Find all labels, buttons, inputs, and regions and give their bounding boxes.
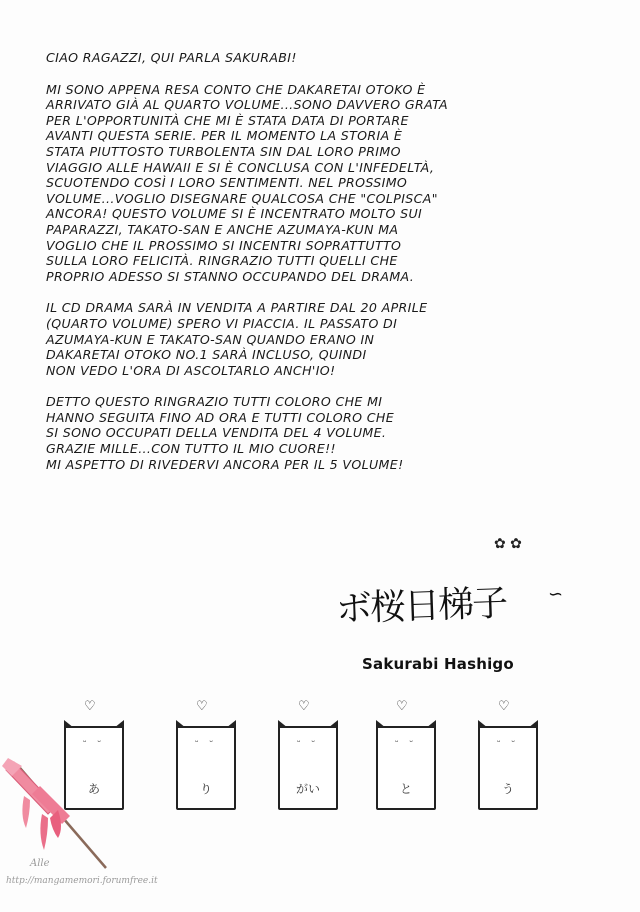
chibi-kana: あ	[87, 782, 100, 796]
pen-body	[2, 758, 70, 850]
heart-icon: ♡	[298, 699, 310, 714]
letter-line: VOGLIO CHE IL PROSSIMO SI INCENTRI SOPRATTUTTO	[46, 237, 402, 253]
ear-icon	[478, 720, 488, 728]
letter-line: GRAZIE MILLE...CON TUTTO IL MIO CUORE!!	[46, 441, 336, 457]
letter-line: CIAO RAGAZZI, QUI PARLA SAKURABI!	[46, 50, 297, 65]
ear-icon	[328, 720, 338, 728]
letter-line: ANCORA! QUESTO VOLUME SI È INCENTRATO MOLTO SUI	[46, 206, 423, 222]
letter-line: SCUOTENDO COSÌ I LORO SENTIMENTI. NEL PROSSIMO	[46, 175, 408, 191]
ear-icon	[64, 720, 74, 728]
letter-line: VOLUME...VOGLIO DISEGNARE QUALCOSA CHE "COLPISCA"	[46, 190, 438, 206]
ear-icon	[114, 720, 124, 728]
chibi-body	[376, 726, 436, 810]
letter-line: VIAGGIO ALLE HAWAII E SI È CONCLUSA CON L'INFEDELTÀ,	[46, 159, 435, 175]
chibi-character	[372, 700, 436, 812]
letter-line: STATA PIUTTOSTO TURBOLENTA SIN DAL LORO PRIMO	[46, 143, 401, 159]
chibi-face: ᵕ ᵕ	[296, 738, 320, 748]
letter-line: ARRIVATO GIÀ AL QUARTO VOLUME...SONO DAVVERO GRATA	[46, 97, 448, 113]
letter-line: PER L'OPPORTUNITÀ CHE MI È STATA DATA DI PORTARE	[46, 112, 409, 128]
signature-flourish-icon: ∽	[548, 584, 564, 605]
ear-icon	[278, 720, 288, 728]
ear-icon	[528, 720, 538, 728]
signature-name: Sakurabi Hashigo	[362, 655, 514, 673]
heart-icon: ♡	[84, 699, 96, 714]
chibi-face: ᵕ ᵕ	[82, 738, 106, 748]
letter-line: DETTO QUESTO RINGRAZIO TUTTI COLORO CHE MI	[46, 394, 383, 410]
ear-icon	[176, 720, 186, 728]
chibi-face: ᵕ ᵕ	[194, 738, 218, 748]
letter-line: SI SONO OCCUPATI DELLA VENDITA DEL 4 VOLUME.	[46, 425, 387, 441]
chibi-body	[176, 726, 236, 810]
chibi-body	[478, 726, 538, 810]
letter-line: PROPRIO ADESSO SI STANNO OCCUPANDO DEL DRAMA.	[46, 268, 415, 284]
signature-japanese: ボ桜日梯子	[335, 583, 507, 630]
heart-icon: ♡	[196, 699, 208, 714]
ear-icon	[376, 720, 386, 728]
letter-body	[46, 50, 606, 488]
letter-line: IL CD DRAMA SARÀ IN VENDITA A PARTIRE DAL 20 APRILE	[46, 300, 428, 316]
heart-icon: ♡	[498, 699, 510, 714]
pink-pen-icon	[0, 756, 130, 876]
letter-line: SULLA LORO FELICITÀ. RINGRAZIO TUTTI QUELLI CHE	[46, 253, 398, 269]
chibi-character	[172, 700, 236, 812]
chibi-character	[274, 700, 338, 812]
ear-icon	[426, 720, 436, 728]
chibi-kana: う	[501, 782, 514, 796]
heart-icon: ♡	[396, 699, 408, 714]
chibi-body	[278, 726, 338, 810]
letter-line: MI SONO APPENA RESA CONTO CHE DAKARETAI OTOKO È	[46, 81, 426, 97]
chibi-kana: り	[199, 782, 212, 796]
letter-line: (QUARTO VOLUME) SPERO VI PIACCIA. IL PASSATO DI	[46, 315, 398, 331]
letter-paragraph	[46, 300, 606, 378]
chibi-character-row	[60, 700, 560, 820]
letter-line: MI ASPETTO DI RIVEDERVI ANCORA PER IL 5 VOLUME!	[46, 456, 404, 472]
letter-line: HANNO SEGUITA FINO AD ORA E TUTTI COLORO CHE	[46, 409, 395, 425]
letter-line: PAPARAZZI, TAKATO-SAN E ANCHE AZUMAYA-KUN MA	[46, 221, 399, 237]
ear-icon	[226, 720, 236, 728]
letter-paragraph	[46, 82, 606, 285]
letter-line: NON VEDO L'ORA DI ASCOLTARLO ANCH'IO!	[46, 362, 336, 378]
flower-doodle-icon: ✿ ✿	[494, 536, 522, 552]
pen-drip	[40, 814, 48, 850]
letter-greeting	[46, 50, 606, 66]
chibi-face: ᵕ ᵕ	[496, 738, 520, 748]
chibi-character	[474, 700, 538, 812]
letter-line: DAKARETAI OTOKO NO.1 SARÀ INCLUSO, QUINDI	[46, 347, 367, 363]
letter-line: AZUMAYA-KUN E TAKATO-SAN QUANDO ERANO IN	[46, 331, 375, 347]
letter-line: AVANTI QUESTA SERIE. PER IL MOMENTO LA STORIA È	[46, 128, 403, 144]
chibi-face: ᵕ ᵕ	[394, 738, 418, 748]
chibi-kana: がい	[295, 782, 320, 796]
watermark-signature: Alle	[30, 858, 50, 869]
letter-paragraph	[46, 394, 606, 472]
watermark-url: http://mangamemori.forumfree.it	[6, 876, 158, 886]
chibi-kana: と	[399, 782, 412, 796]
pen-drip	[22, 796, 30, 828]
